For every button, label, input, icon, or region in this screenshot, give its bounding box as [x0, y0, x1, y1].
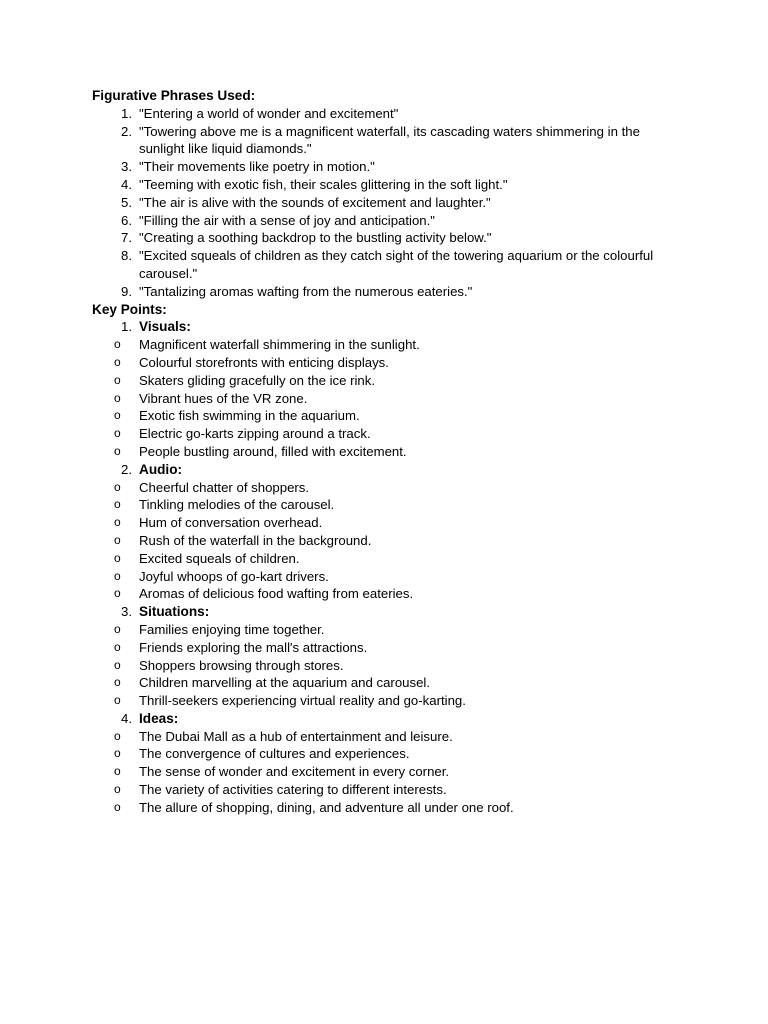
- item-number: 3.: [121, 159, 132, 175]
- list-item: [92, 621, 672, 639]
- bullet-icon: o: [114, 497, 121, 512]
- item-text: The Dubai Mall as a hub of entertainment and leisure.: [139, 728, 453, 744]
- list-item: [92, 354, 672, 372]
- section-title: Audio:: [139, 461, 183, 477]
- audio-bullets: [92, 479, 672, 604]
- figurative-item: [92, 123, 672, 159]
- item-text: "Tantalizing aromas wafting from the numerous eateries.": [139, 283, 473, 299]
- bullet-icon: o: [114, 354, 121, 369]
- figurative-item: [92, 283, 672, 301]
- bullet-icon: o: [114, 515, 121, 530]
- item-number: 5.: [121, 194, 132, 210]
- list-item: [92, 372, 672, 390]
- section-bullets-container: [92, 336, 672, 461]
- item-text: "Creating a soothing backdrop to the bustling activity below.": [139, 230, 492, 246]
- bullet-icon: o: [114, 390, 121, 405]
- list-item: [92, 745, 672, 763]
- list-item: [92, 763, 672, 781]
- bullet-icon: o: [114, 675, 121, 690]
- item-text: Magnificent waterfall shimmering in the sunlight.: [139, 337, 420, 353]
- bullet-icon: o: [114, 408, 121, 423]
- figurative-item: [92, 194, 672, 212]
- section-title: Visuals:: [139, 319, 191, 335]
- bullet-icon: o: [114, 443, 121, 458]
- list-item: [92, 799, 672, 817]
- item-text: "Their movements like poetry in motion.": [139, 159, 375, 175]
- bullet-icon: o: [114, 782, 121, 797]
- bullet-icon: o: [114, 746, 121, 761]
- item-number: 1.: [121, 105, 132, 121]
- list-item: [92, 479, 672, 497]
- bullet-icon: o: [114, 657, 121, 672]
- figurative-item: [92, 247, 672, 283]
- list-item: [92, 407, 672, 425]
- key-section-ideas: [92, 710, 672, 728]
- list-item: [92, 443, 672, 461]
- visuals-bullets: [92, 336, 672, 461]
- list-item: [92, 532, 672, 550]
- item-text: Friends exploring the mall's attractions.: [139, 639, 368, 655]
- list-item: [92, 728, 672, 746]
- ideas-bullets: [92, 728, 672, 817]
- item-text: The allure of shopping, dining, and adventure all under one roof.: [139, 799, 514, 815]
- bullet-icon: o: [114, 426, 121, 441]
- document-body: [92, 87, 672, 817]
- bullet-icon: o: [114, 621, 121, 636]
- item-text: Colourful storefronts with enticing displays.: [139, 354, 389, 370]
- bullet-icon: o: [114, 479, 121, 494]
- section-title: Situations:: [139, 604, 210, 620]
- bullet-icon: o: [114, 532, 121, 547]
- item-text: Thrill-seekers experiencing virtual reality and go-karting.: [139, 693, 466, 709]
- item-text: "Towering above me is a magnificent waterfall, its cascading waters shimmering in the sunlight like liquid diamonds.": [139, 123, 640, 157]
- bullet-icon: o: [114, 799, 121, 814]
- bullet-icon: o: [114, 568, 121, 583]
- item-text: Families enjoying time together.: [139, 621, 325, 637]
- bullet-icon: o: [114, 639, 121, 654]
- item-text: Excited squeals of children.: [139, 550, 300, 566]
- key-section-audio: [92, 461, 672, 479]
- item-text: "Entering a world of wonder and excitement": [139, 105, 399, 121]
- bullet-icon: o: [114, 372, 121, 387]
- item-number: 6.: [121, 212, 132, 228]
- list-item: [92, 657, 672, 675]
- item-text: Electric go-karts zipping around a track.: [139, 426, 371, 442]
- section-number: 4.: [121, 710, 132, 726]
- item-number: 8.: [121, 248, 132, 264]
- item-text: "Filling the air with a sense of joy and anticipation.": [139, 212, 435, 228]
- bullet-icon: o: [114, 693, 121, 708]
- item-number: 4.: [121, 176, 132, 192]
- section-number: 3.: [121, 604, 132, 620]
- item-text: Aromas of delicious food wafting from eateries.: [139, 586, 414, 602]
- list-item: [92, 514, 672, 532]
- figurative-item: [92, 212, 672, 230]
- section-number: 1.: [121, 319, 132, 335]
- item-text: The variety of activities catering to different interests.: [139, 782, 447, 798]
- item-text: Skaters gliding gracefully on the ice rink.: [139, 372, 376, 388]
- item-text: Rush of the waterfall in the background.: [139, 532, 372, 548]
- list-item: [92, 674, 672, 692]
- list-item: [92, 585, 672, 603]
- item-number: 9.: [121, 283, 132, 299]
- item-text: Cheerful chatter of shoppers.: [139, 479, 310, 495]
- key-section-situations: [92, 603, 672, 621]
- bullet-icon: o: [114, 764, 121, 779]
- section-bullets-container: [92, 621, 672, 710]
- bullet-icon: o: [114, 728, 121, 743]
- list-item: [92, 550, 672, 568]
- list-item: [92, 639, 672, 657]
- item-text: "Excited squeals of children as they catch sight of the towering aquarium or the colourful carousel.": [139, 248, 654, 281]
- key-points-heading: Key Points:: [92, 301, 167, 317]
- situations-bullets: [92, 621, 672, 710]
- figurative-item: [92, 105, 672, 123]
- bullet-icon: o: [114, 337, 121, 352]
- item-number: 2.: [121, 123, 132, 139]
- list-item: [92, 496, 672, 514]
- item-text: "The air is alive with the sounds of excitement and laughter.": [139, 194, 491, 210]
- item-text: Vibrant hues of the VR zone.: [139, 390, 308, 406]
- figurative-item: [92, 229, 672, 247]
- item-text: Exotic fish swimming in the aquarium.: [139, 408, 360, 424]
- section-bullets-container: [92, 728, 672, 817]
- bullet-icon: o: [114, 550, 121, 565]
- list-item: [92, 425, 672, 443]
- figurative-item: [92, 158, 672, 176]
- section-number: 2.: [121, 461, 132, 477]
- item-text: The sense of wonder and excitement in every corner.: [139, 764, 450, 780]
- list-item: [92, 692, 672, 710]
- list-item: [92, 568, 672, 586]
- figurative-heading: Figurative Phrases Used:: [92, 88, 256, 103]
- section-bullets-container: [92, 479, 672, 604]
- item-text: People bustling around, filled with excitement.: [139, 443, 407, 459]
- list-item: [92, 336, 672, 354]
- item-text: The convergence of cultures and experiences.: [139, 746, 410, 762]
- item-text: "Teeming with exotic fish, their scales glittering in the soft light.": [139, 176, 508, 192]
- key-section-visuals: [92, 318, 672, 336]
- item-text: Children marvelling at the aquarium and carousel.: [139, 675, 431, 691]
- figurative-list: [92, 105, 672, 301]
- item-text: Hum of conversation overhead.: [139, 515, 323, 531]
- list-item: [92, 390, 672, 408]
- bullet-icon: o: [114, 586, 121, 601]
- list-item: [92, 781, 672, 799]
- item-text: Joyful whoops of go-kart drivers.: [139, 568, 329, 584]
- key-points-list: [92, 318, 672, 816]
- section-title: Ideas:: [139, 710, 179, 726]
- figurative-item: [92, 176, 672, 194]
- item-text: Tinkling melodies of the carousel.: [139, 497, 335, 513]
- item-text: Shoppers browsing through stores.: [139, 657, 344, 673]
- item-number: 7.: [121, 230, 132, 246]
